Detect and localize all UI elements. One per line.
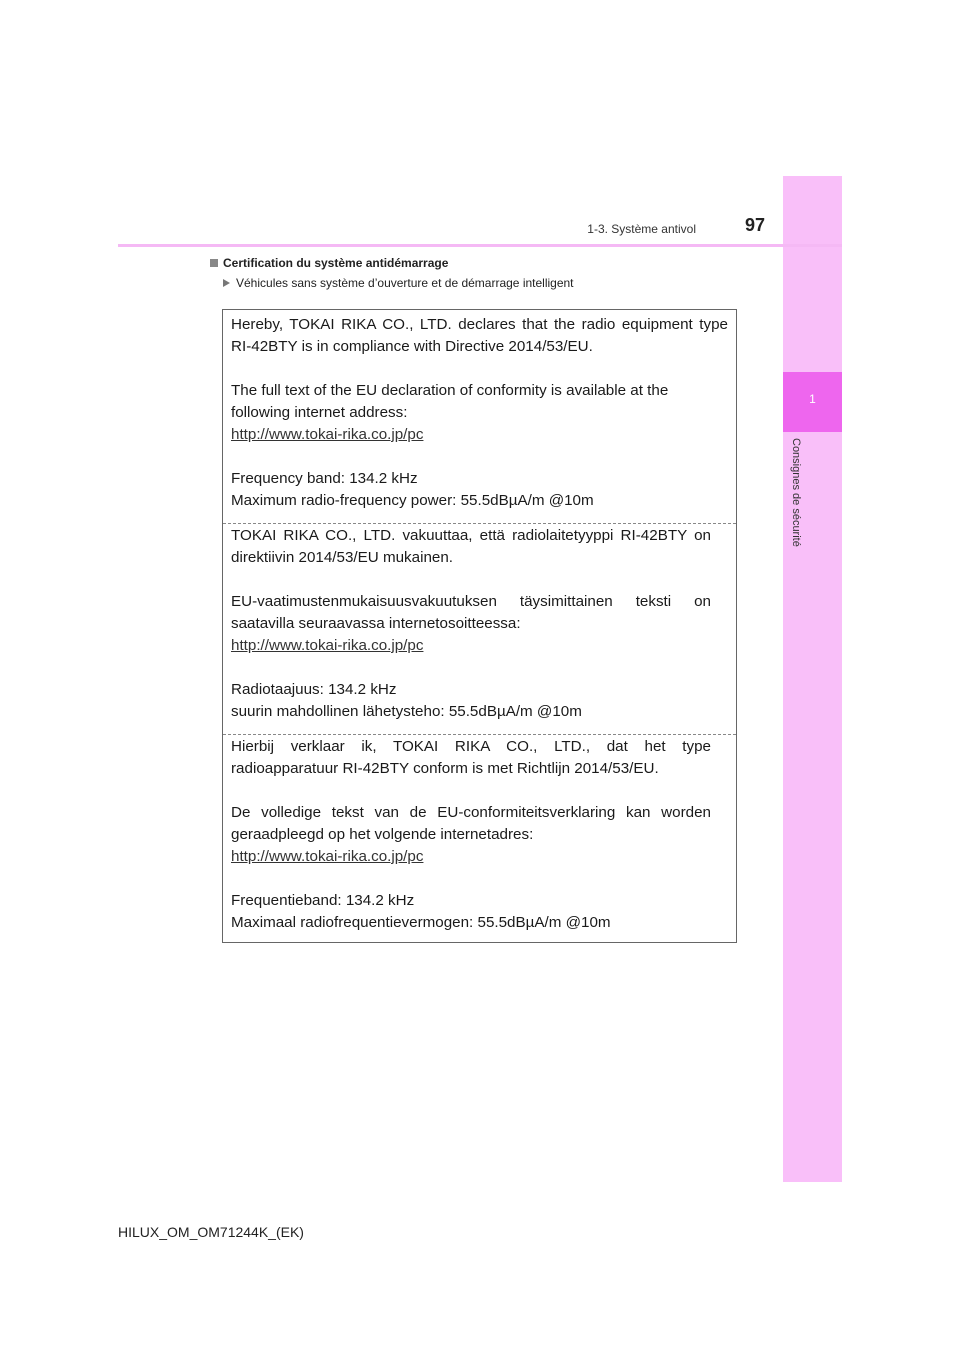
chapter-number: 1 xyxy=(783,372,842,432)
declaration-english xyxy=(231,314,728,512)
document-code: HILUX_OM_OM71244K_(EK) xyxy=(118,1224,304,1240)
en-line1a: Hereby, TOKAI RIKA CO., LTD. declares that the radio equipment type xyxy=(231,316,728,333)
declaration-box xyxy=(222,309,737,943)
fi-power: suurin mahdollinen lähetysteho: 55.5dBµA/m @10m xyxy=(231,703,582,720)
en-power: Maximum radio-frequency power: 55.5dBµA/m @10m xyxy=(231,492,594,509)
en-line1b: RI-42BTY is in compliance with Directive 2014/53/EU. xyxy=(231,338,593,355)
nl-line1a: Hierbij verklaar ik, TOKAI RIKA CO., LTD., dat het type xyxy=(231,738,711,755)
en-line2b: following internet address: xyxy=(231,404,408,421)
declaration-dutch xyxy=(231,736,711,934)
nl-power: Maximaal radiofrequentievermogen: 55.5dBµA/m @10m xyxy=(231,914,611,931)
declaration-finnish xyxy=(231,525,711,723)
en-url-link[interactable]: http://www.tokai-rika.co.jp/pc xyxy=(231,426,424,443)
sub-bullet xyxy=(223,276,574,290)
nl-line1b: radioapparatuur RI-42BTY conform is met Richtlijn 2014/53/EU. xyxy=(231,760,659,777)
chapter-label: Consignes de sécurité xyxy=(790,438,802,547)
fi-line1b: direktiivin 2014/53/EU mukainen. xyxy=(231,549,454,566)
fi-line2a: EU-vaatimustenmukaisuusvakuutuksen täysimittainen teksti on xyxy=(231,593,711,610)
triangle-bullet-icon xyxy=(223,279,230,287)
en-frequency: Frequency band: 134.2 kHz xyxy=(231,470,418,487)
page-number: 97 xyxy=(745,215,766,235)
declaration-divider xyxy=(223,734,736,735)
section-title xyxy=(210,256,448,270)
nl-frequency: Frequentieband: 134.2 kHz xyxy=(231,892,415,909)
square-bullet-icon xyxy=(210,259,218,267)
section-header: 1-3. Système antivol xyxy=(587,222,696,236)
declaration-divider xyxy=(223,523,736,524)
nl-url-link[interactable]: http://www.tokai-rika.co.jp/pc xyxy=(231,848,424,865)
nl-line2a: De volledige tekst van de EU-conformiteitsverklaring kan worden xyxy=(231,804,711,821)
chapter-side-tab xyxy=(783,176,842,1182)
fi-line1a: TOKAI RIKA CO., LTD. vakuuttaa, että radiolaitetyyppi RI-42BTY on xyxy=(231,527,711,544)
section-title-text: Certification du système antidémarrage xyxy=(223,256,449,270)
fi-url-link[interactable]: http://www.tokai-rika.co.jp/pc xyxy=(231,637,424,654)
header-divider xyxy=(118,244,842,247)
fi-line2b: saatavilla seuraavassa internetosoitteessa: xyxy=(231,615,521,632)
nl-line2b: geraadpleegd op het volgende internetadres: xyxy=(231,826,534,843)
sub-bullet-text: Véhicules sans système d’ouverture et de démarrage intelligent xyxy=(236,276,574,290)
en-line2a: The full text of the EU declaration of conformity is available at the xyxy=(231,382,669,399)
fi-frequency: Radiotaajuus: 134.2 kHz xyxy=(231,681,397,698)
